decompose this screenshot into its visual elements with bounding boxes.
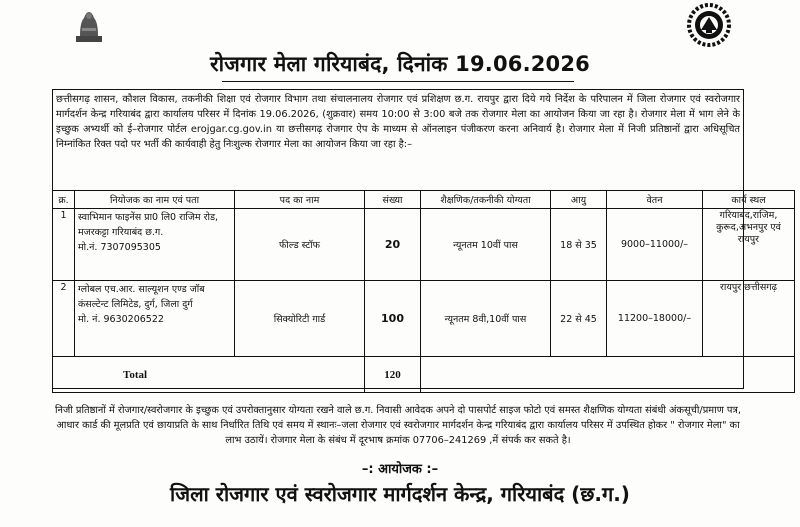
state-emblem-icon [74, 6, 104, 46]
office-name: जिला रोजगार एवं स्वरोजगार मार्गदर्शन केन्द्र, गरियाबंद (छ.ग.) [170, 482, 630, 506]
department-logo-icon [686, 2, 732, 48]
row-salary: 9000–11000/– [607, 209, 703, 281]
employer-phone: मो. नं. 9630206522 [78, 314, 164, 325]
header-age: आयु [551, 191, 607, 209]
row-qualification: न्यूनतम 10वीं पास [421, 209, 551, 281]
row-location: गरियाबंद,राजिम, कुरूद,अभनपुर एवं रायपुर [703, 209, 795, 281]
total-label: Total [53, 357, 365, 393]
header-qualification: शैक्षणिक/तकनीकी योग्यता [421, 191, 551, 209]
row-count: 100 [365, 281, 421, 357]
intro-paragraph: छत्तीसगढ़ शासन, कौशल विकास, तकनीकी शिक्षा एवं रोजगार विभाग तथा संचालनालय रोजगार एवं प्रशिक्षण छ.ग. रायपुर द्वारा दिये गये निर्देश के परिपालन में जिला रोजगार एवं स्वरोजगार मार्गदर्शन केन्द्र गरियाबंद द्वारा कार्यालय परिसर में दिनांक 19.06.2026, (शुक्रवार) समय 10:00 से 3:00 बजे तक रोजगार मेला का आयोजन किया जा रहा है। रोजगार मेला में भाग लेने के इच्छुक अभ्यर्थी को ई–रोजगार पोर्टल erojgar.cg.gov.in या छत्तीसगढ़ रोजगार ऐप के माध्यम से ऑनलाइन पंजीकरण करना अनिवार्य है। रोजगार मेला में निजी प्रतिष्ठानों द्वारा अधिसूचित निम्नांकित रिक्त पदो पर भर्ती की कार्यवाही हेतु निःशुल्क रोजगार मेला का आयोजन किया जा रहा है:– [56, 94, 740, 150]
table-row [53, 209, 795, 281]
row-post: सिक्योरिटी गार्ड [235, 281, 365, 357]
header-location: कार्य स्थल [703, 191, 795, 209]
row-count: 20 [365, 209, 421, 281]
instructions-paragraph: निजी प्रतिष्ठानों में रोजगार/स्वरोजगार के इच्छुक एवं उपरोक्तानुसार योग्यता रखने वाले छ.ग. निवासी आवेदक अपने दो पासपोर्ट साइज फोटो एवं समस्त शैक्षणिक योग्यता संबंधी अंकसूची/प्रमाण पत्र, आधार कार्ड की मूलप्रति एवं छायाप्रति के साथ निर्धारित तिथि एवं समय में स्थानः–जला रोजगार एवं स्वरोजगार मार्गदर्शन केन्द्र गरियाबंद द्वारा कार्यालय परिसर में उपस्थित होकर " रोजगार मेला" का लाभ उठायें। रोजगार मेला के संबंध में दूरभाष क्रमांक 07706–241269 ,में संपर्क कर सकते है। [55, 405, 741, 446]
header-salary: वेतन [607, 191, 703, 209]
header-serial: क्र. [53, 191, 75, 209]
organizer-label: –: आयोजक :– [361, 462, 439, 477]
employer-phone: मो.नं. 7307095305 [78, 242, 161, 253]
total-blank [421, 357, 795, 393]
employer-name: स्वाभिमान फाइनेंस प्रा0 लि0 राजिम रोड, मजरकट्टा गरियाबंद छ.ग. [78, 212, 219, 238]
total-value: 120 [365, 357, 421, 393]
row-qualification: न्यूनतम 8वी,10वीं पास [421, 281, 551, 357]
row-employer [75, 209, 235, 281]
header-post: पद का नाम [235, 191, 365, 209]
page-title: रोजगार मेला गरियाबंद, दिनांक 19.06.2026 [210, 52, 590, 76]
title-underline [222, 81, 574, 82]
row-age: 22 से 45 [551, 281, 607, 357]
row-location: रायपुर छत्तीसगढ़ [703, 281, 795, 357]
header-employer: नियोजक का नाम एवं पता [75, 191, 235, 209]
table-total-row [53, 357, 795, 393]
employer-name: ग्लोबल एच.आर. साल्यूशन एण्ड जॉब कंसल्टेन्ट लिमिटेड, दुर्ग, जिला दुर्ग [78, 284, 205, 310]
vacancy-table [52, 190, 795, 393]
table-row [53, 281, 795, 357]
row-employer [75, 281, 235, 357]
row-age: 18 से 35 [551, 209, 607, 281]
row-salary: 11200–18000/– [607, 281, 703, 357]
table-header-row [53, 191, 795, 209]
row-post: फील्ड स्टॉफ [235, 209, 365, 281]
row-serial: 1 [53, 209, 75, 281]
row-serial: 2 [53, 281, 75, 357]
header-count: संख्या [365, 191, 421, 209]
